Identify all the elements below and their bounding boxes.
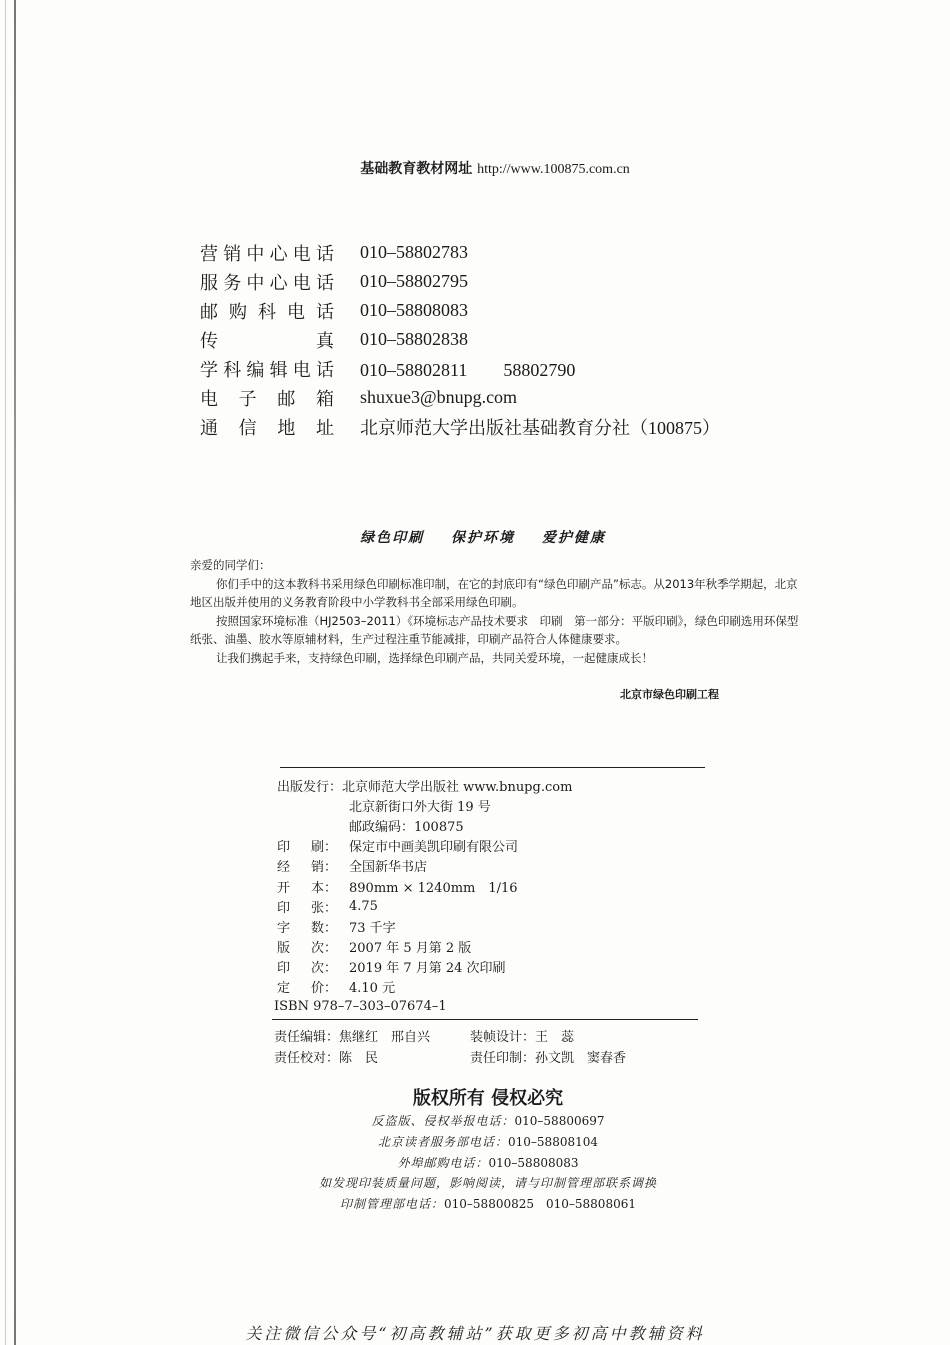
- heading-part: 保护环境: [451, 530, 515, 546]
- contact-label: 营销中心电话: [200, 243, 335, 265]
- pub-row: [277, 937, 572, 957]
- contact-value: 010–58802795: [360, 271, 468, 291]
- hotline-label: 如发现印装质量问题，影响阅读，请与印制管理部联系调换: [318, 1176, 657, 1190]
- green-print-heading: [0, 527, 950, 547]
- copyright-title: 版权所有 侵权必究: [412, 1088, 564, 1109]
- pub-key: 次：: [310, 941, 337, 957]
- contact-row: [200, 296, 720, 325]
- hotline-label: 印制管理部电话：: [340, 1197, 445, 1211]
- greeting: 亲爱的同学们：: [190, 558, 271, 572]
- hotline-line: [0, 1154, 950, 1171]
- hotline-number: 010–58800697: [514, 1114, 605, 1128]
- pub-key: 版: [277, 941, 291, 957]
- pub-key: 价：: [310, 981, 337, 997]
- contact-row: [200, 383, 720, 412]
- contact-row: [200, 325, 720, 354]
- pub-value: 全国新华书店: [349, 860, 428, 876]
- green-paragraph-1: 你们手中的这本教科书采用绿色印刷标准印制，在它的封底印有“绿色印刷产品”标志。从2013年秋季学期起，北京地区出版并使用的义务教育阶段中小学教科书全部采用绿色印刷。: [190, 577, 798, 609]
- pub-value: 890mm × 1240mm 1/16: [349, 880, 518, 896]
- pub-value: 2019 年 7 月第 24 次印刷: [349, 961, 506, 977]
- green-paragraph-3: 让我们携起手来，支持绿色印刷，选择绿色印刷产品，共同关爱环境，一起健康成长！: [216, 651, 653, 665]
- pub-key: 销：: [310, 860, 337, 876]
- staff-proofreader: 责任校对：陈 民: [274, 1051, 379, 1066]
- contact-value: 010–58802811 58802790: [360, 359, 576, 380]
- pub-value: 4.75: [349, 898, 378, 914]
- contact-block: [200, 238, 720, 441]
- pub-key: 开: [277, 880, 291, 896]
- hotline-number: 010–58800825 010–58808061: [444, 1197, 636, 1211]
- pub-key: 本：: [310, 880, 337, 896]
- pub-row: [277, 957, 572, 977]
- hotline-label: 反盗版、侵权举报电话：: [371, 1114, 515, 1128]
- contact-label: 学科编辑电话: [200, 359, 335, 381]
- staff-editor: 责任编辑：焦继红 邢自兴: [274, 1030, 431, 1045]
- contact-label: 传真: [200, 330, 335, 352]
- pub-key: 印: [277, 961, 291, 977]
- pub-row: [277, 896, 572, 916]
- pub-key: 字: [277, 920, 291, 936]
- divider-bottom: [272, 1019, 698, 1020]
- pub-row: [277, 856, 572, 876]
- publisher-address: 北京新街口外大街 19 号: [349, 799, 491, 815]
- publisher-postcode: 邮政编码：100875: [349, 819, 464, 835]
- hotline-line: [0, 1195, 950, 1212]
- divider-top: [280, 767, 705, 768]
- hotline-label: 外埠邮购电话：: [397, 1156, 489, 1170]
- publisher-value: 北京师范大学出版社 www.bnupg.com: [342, 779, 573, 795]
- contact-label: 电子邮箱: [200, 388, 335, 410]
- contact-value: 010–58802838: [360, 329, 468, 349]
- contact-label: 服务中心电话: [200, 272, 335, 294]
- website-line: [0, 158, 950, 178]
- publisher-label: 出版发行：: [277, 779, 343, 795]
- pub-key: 定: [277, 981, 291, 997]
- heading-part: 爱护健康: [541, 530, 606, 546]
- contact-value: 010–58802783: [360, 242, 468, 262]
- pub-key: 刷：: [310, 840, 337, 856]
- pub-key: 印: [277, 900, 291, 916]
- pub-row: [277, 815, 572, 835]
- pub-key: 数：: [310, 920, 337, 936]
- pub-key: 经: [277, 860, 291, 876]
- pub-row: [277, 775, 572, 795]
- green-paragraph-2: 按照国家环境标准（HJ2503–2011）《环境标志产品技术要求 印刷 第一部分：平版印刷》，绿色印刷选用环保型纸张、油墨、胶水等原辅材料，生产过程注重节能减排，印刷产品符合人体健康要求。: [190, 614, 799, 646]
- pub-row: [277, 795, 572, 815]
- contact-value: 010–58808083: [360, 300, 468, 320]
- contact-value: 北京师范大学出版社基础教育分社（100875）: [360, 417, 720, 438]
- heading-part: 绿色印刷: [360, 530, 425, 546]
- website-label: 基础教育教材网址: [360, 161, 473, 177]
- contact-row: [200, 238, 720, 267]
- publication-block: [277, 775, 572, 997]
- pub-row: [277, 916, 572, 936]
- pub-row: [277, 836, 572, 856]
- pub-row: [277, 977, 572, 997]
- contact-label: 邮购科电话: [200, 301, 335, 323]
- pub-key: 次：: [310, 961, 337, 977]
- contact-row: [200, 354, 720, 383]
- pub-row: [277, 876, 572, 896]
- hotline-label: 北京读者服务部电话：: [378, 1135, 509, 1149]
- green-signature: 北京市绿色印刷工程: [620, 688, 719, 701]
- pub-key: 张：: [310, 900, 337, 916]
- hotline-line: [0, 1174, 950, 1191]
- staff-designer: 装帧设计：王 蕊: [470, 1030, 575, 1045]
- pub-key: 印: [277, 840, 291, 856]
- hotline-number: 010–58808104: [508, 1135, 598, 1149]
- pub-value: 4.10 元: [349, 981, 396, 997]
- staff-printing: 责任印制：孙文凯 窦春香: [470, 1051, 627, 1066]
- wechat-footer: 关注微信公众号“初高教辅站”获取更多初高中教辅资料: [245, 1324, 705, 1343]
- pub-value: 73 千字: [349, 920, 396, 936]
- hotline-line: [0, 1133, 950, 1150]
- website-url: http://www.100875.com.cn: [477, 162, 630, 177]
- hotline-line: [0, 1112, 950, 1129]
- contact-row: [200, 412, 720, 441]
- hotline-number: 010–58808083: [488, 1156, 579, 1170]
- pub-value: 保定市中画美凯印刷有限公司: [349, 840, 519, 856]
- pub-value: 2007 年 5 月第 2 版: [349, 941, 472, 957]
- contact-value: shuxue3@bnupg.com: [360, 387, 518, 407]
- isbn: ISBN 978–7–303–07674–1: [274, 999, 447, 1014]
- contact-row: [200, 267, 720, 296]
- contact-label: 通信地址: [200, 417, 335, 439]
